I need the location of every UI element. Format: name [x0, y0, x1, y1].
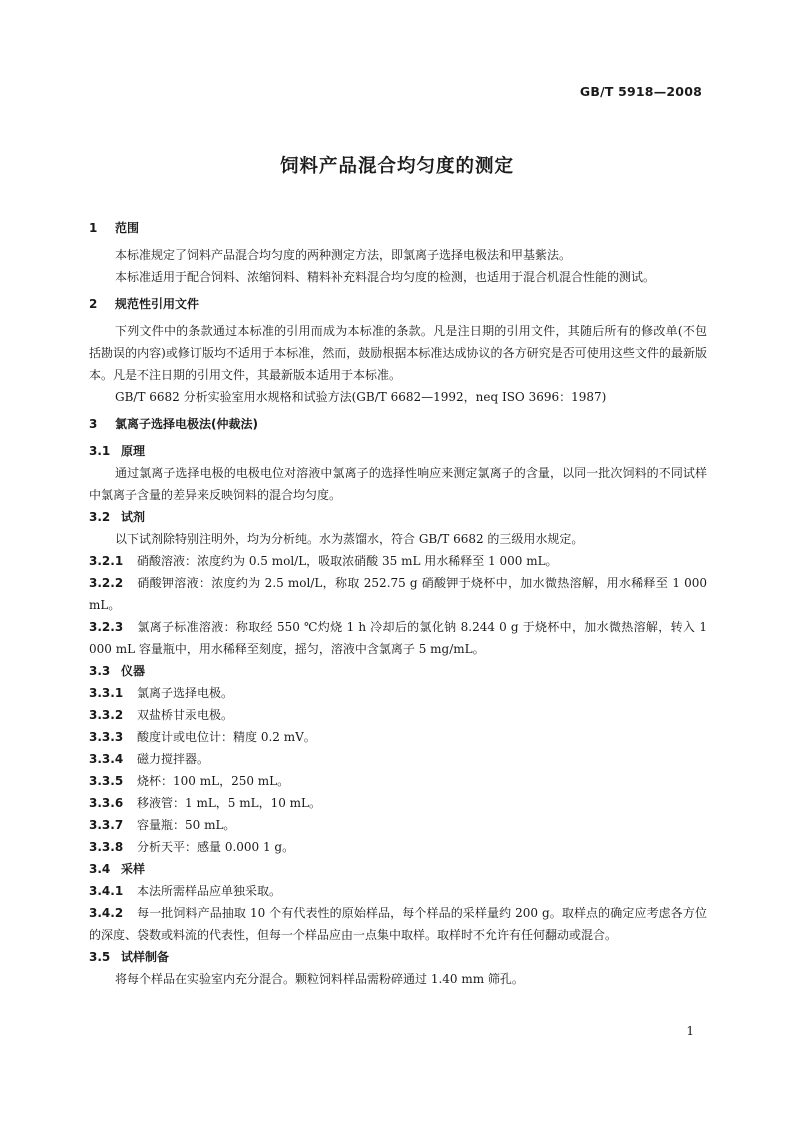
clause-number: 3.3.5 [89, 774, 124, 788]
subsection-title: 采样 [121, 862, 146, 876]
section-title: 范围 [115, 221, 140, 235]
clause-text: 每一批饲料产品抽取 10 个有代表性的原始样品，每个样品的采样量约 200 g。取样点的确定应考虑各方位的深度、袋数或料流的代表性，但每一个样品应由一点集中取样。取样时不允许有任何翻动或混合。 [89, 906, 707, 942]
subsection-heading [89, 440, 707, 462]
clause [89, 616, 707, 660]
normative-reference: GB/T 6682 分析实验室用水规格和试验方法(GB/T 6682—1992，neq ISO 3696：1987) [115, 390, 607, 404]
subsection-number: 3.1 [89, 444, 111, 458]
section-title: 氯离子选择电极法(仲裁法) [115, 417, 258, 431]
paragraph: 本标准规定了饲料产品混合均匀度的两种测定方法，即氯离子选择电极法和甲基紫法。 [115, 248, 572, 262]
clause-text: 移液管：1 mL，5 mL，10 mL。 [137, 796, 322, 810]
subsection-title: 仪器 [121, 664, 146, 678]
subsection-title: 试样制备 [121, 950, 170, 964]
clause-number: 3.3.6 [89, 796, 124, 810]
clause-number: 3.3.2 [89, 708, 124, 722]
clause [89, 836, 707, 858]
paragraph: 本标准适用于配合饲料、浓缩饲料、精料补充料混合均匀度的检测，也适用于混合机混合性能的测试。 [115, 270, 656, 284]
clause-number: 3.3.8 [89, 840, 124, 854]
subsection-title: 原理 [121, 444, 146, 458]
clause-number: 3.2.1 [89, 554, 124, 568]
clause-text: 双盐桥甘汞电极。 [137, 708, 234, 722]
section-number: 3 [89, 417, 98, 431]
clause [89, 704, 707, 726]
subsection-title: 试剂 [121, 510, 146, 524]
clause-number: 3.2.3 [89, 620, 124, 634]
section-number: 2 [89, 297, 98, 311]
clause-text: 酸度计或电位计：精度 0.2 mV。 [137, 730, 316, 744]
page-number: 1 [686, 1024, 694, 1038]
subsection-number: 3.4 [89, 862, 111, 876]
clause-text: 分析天平：感量 0.000 1 g。 [137, 840, 295, 854]
paragraph: 通过氯离子选择电极的电极电位对溶液中氯离子的选择性响应来测定氯离子的含量，以同一批次饲料的不同试样中氯离子含量的差异来反映饲料的混合均匀度。 [89, 466, 707, 502]
clause-number: 3.4.1 [89, 884, 124, 898]
clause [89, 902, 707, 946]
section-heading-1 [89, 217, 707, 239]
clause [89, 550, 707, 572]
subsection-heading [89, 946, 707, 968]
clause-number: 3.3.1 [89, 686, 124, 700]
clause-text: 容量瓶：50 mL。 [137, 818, 236, 832]
section-heading-2 [89, 293, 707, 315]
clause-number: 3.3.3 [89, 730, 124, 744]
clause-text: 硝酸钾溶液：浓度约为 2.5 mol/L，称取 252.75 g 硝酸钾于烧杯中，加水微热溶解，用水稀释至 1 000 mL。 [89, 576, 707, 612]
subsection-number: 3.5 [89, 950, 111, 964]
subsection-heading [89, 660, 707, 682]
subsection-heading [89, 506, 707, 528]
clause [89, 770, 707, 792]
clause [89, 748, 707, 770]
clause-text: 氯离子选择电极。 [137, 686, 234, 700]
clause [89, 726, 707, 748]
paragraph: 下列文件中的条款通过本标准的引用而成为本标准的条款。凡是注日期的引用文件，其随后所有的修改单(不包括勘误的内容)或修订版均不适用于本标准，然而，鼓励根据本标准达成协议的各方研究是否可使用这些文件的最新版本。凡是不注日期的引用文件，其最新版本适用于本标准。 [89, 324, 707, 382]
subsection-number: 3.2 [89, 510, 111, 524]
clause-number: 3.2.2 [89, 576, 124, 590]
subsection-heading [89, 858, 707, 880]
clause-text: 硝酸溶液：浓度约为 0.5 mol/L，吸取浓硝酸 35 mL 用水稀释至 1 000 mL。 [137, 554, 558, 568]
clause-text: 氯离子标准溶液：称取经 550 ℃灼烧 1 h 冷却后的氯化钠 8.244 0 g 于烧杯中，加水微热溶解，转入 1 000 mL 容量瓶中，用水稀释至刻度，摇匀，溶液中含氯离子 5 mg/mL。 [89, 620, 707, 656]
clause-text: 烧杯：100 mL，250 mL。 [137, 774, 290, 788]
clause [89, 792, 707, 814]
clause-number: 3.4.2 [89, 906, 124, 920]
subsection-number: 3.3 [89, 664, 111, 678]
paragraph: 将每个样品在实验室内充分混合。颗粒饲料样品需粉碎通过 1.40 mm 筛孔。 [115, 972, 524, 986]
clause-text: 磁力搅拌器。 [137, 752, 210, 766]
standard-number: GB/T 5918—2008 [579, 84, 702, 99]
clause [89, 814, 707, 836]
clause-number: 3.3.7 [89, 818, 124, 832]
paragraph: 以下试剂除特别注明外，均为分析纯。水为蒸馏水，符合 GB/T 6682 的三级用水规定。 [115, 532, 584, 546]
clause [89, 682, 707, 704]
section-title: 规范性引用文件 [115, 297, 200, 311]
clause [89, 880, 707, 902]
clause-text: 本法所需样品应单独采取。 [137, 884, 282, 898]
clause [89, 572, 707, 616]
section-heading-3 [89, 413, 707, 435]
clause-number: 3.3.4 [89, 752, 124, 766]
section-number: 1 [89, 221, 98, 235]
document-body [89, 212, 707, 990]
document-title: 饲料产品混合均匀度的测定 [279, 156, 514, 177]
